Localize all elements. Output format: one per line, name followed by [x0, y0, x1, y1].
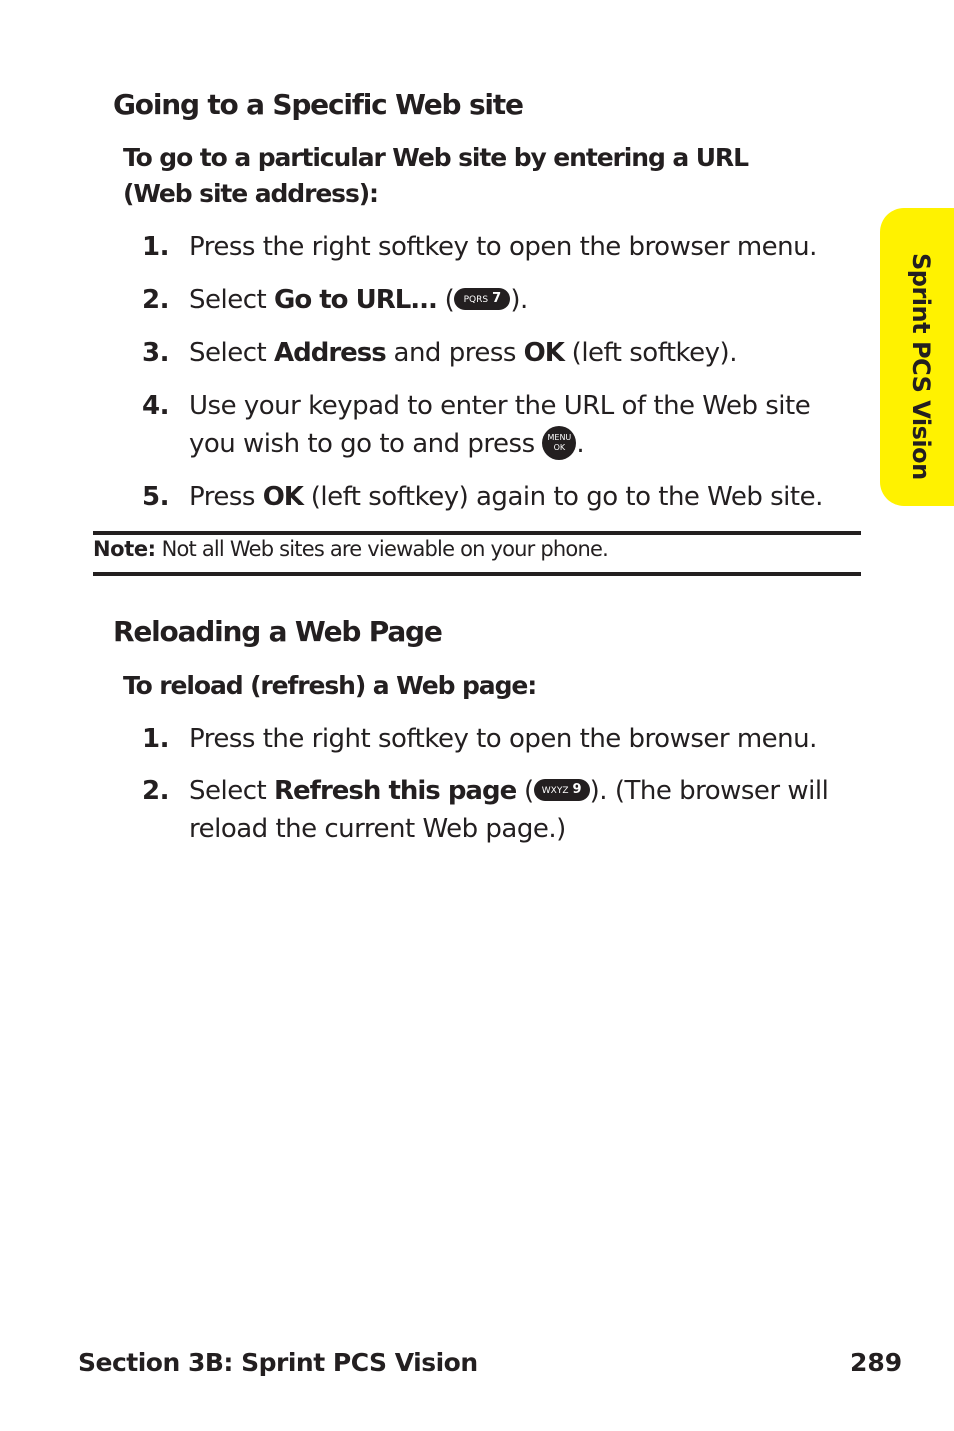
softkey-label: OK [523, 338, 564, 368]
menu-ok-key-icon: MENU OK [542, 426, 576, 460]
step-number: 2. [142, 776, 169, 806]
section-heading-going-to-web-site: Going to a Specific Web site [113, 88, 523, 121]
step-item [142, 334, 862, 372]
step-item [142, 772, 862, 848]
section-intro: To go to a particular Web site by entering a URL (Web site address): [123, 143, 748, 208]
step-number: 5. [142, 482, 169, 512]
step-number: 1. [142, 232, 169, 262]
key-9-icon: WXYZ 9 [534, 779, 590, 801]
step-text: Press the right softkey to open the browser menu. [189, 232, 817, 262]
step-number: 2. [142, 285, 169, 315]
step-item [142, 387, 862, 463]
key-7-icon: PQRS 7 [454, 288, 510, 310]
note-top-rule [93, 531, 861, 535]
step-text: Select Go to URL... ( PQRS 7 ). [189, 285, 528, 315]
note-bottom-rule [93, 572, 861, 576]
step-text: Select Refresh this page ( WXYZ 9 ). (The browser will reload the current Web page.) [189, 776, 829, 844]
step-number: 4. [142, 391, 169, 421]
step-item [142, 228, 862, 266]
note [93, 537, 608, 561]
step-text: Select Address and press OK (left softkey). [189, 338, 737, 368]
page-number: 289 [850, 1348, 903, 1377]
step-text: Press OK (left softkey) again to go to the Web site. [189, 482, 823, 512]
softkey-label: OK [262, 482, 303, 512]
menu-option-label: Go to URL... [273, 285, 437, 315]
step-number: 3. [142, 338, 169, 368]
footer-section-title: Section 3B: Sprint PCS Vision [78, 1348, 478, 1377]
step-text: Use your keypad to enter the URL of the Web site you wish to go to and press MENU OK . [189, 391, 811, 459]
step-item [142, 478, 862, 516]
section-intro: To reload (refresh) a Web page: [123, 671, 537, 700]
step-text: Press the right softkey to open the browser menu. [189, 724, 817, 754]
note-label: Note: [93, 537, 156, 561]
note-text: Not all Web sites are viewable on your phone. [155, 537, 608, 561]
step-number: 1. [142, 724, 169, 754]
step-item [142, 720, 862, 758]
section-heading-reloading-web-page: Reloading a Web Page [113, 615, 442, 648]
menu-option-label: Address [273, 338, 386, 368]
step-item [142, 281, 862, 319]
side-tab-label: Sprint PCS Vision [907, 253, 935, 480]
menu-option-label: Refresh this page [273, 776, 517, 806]
